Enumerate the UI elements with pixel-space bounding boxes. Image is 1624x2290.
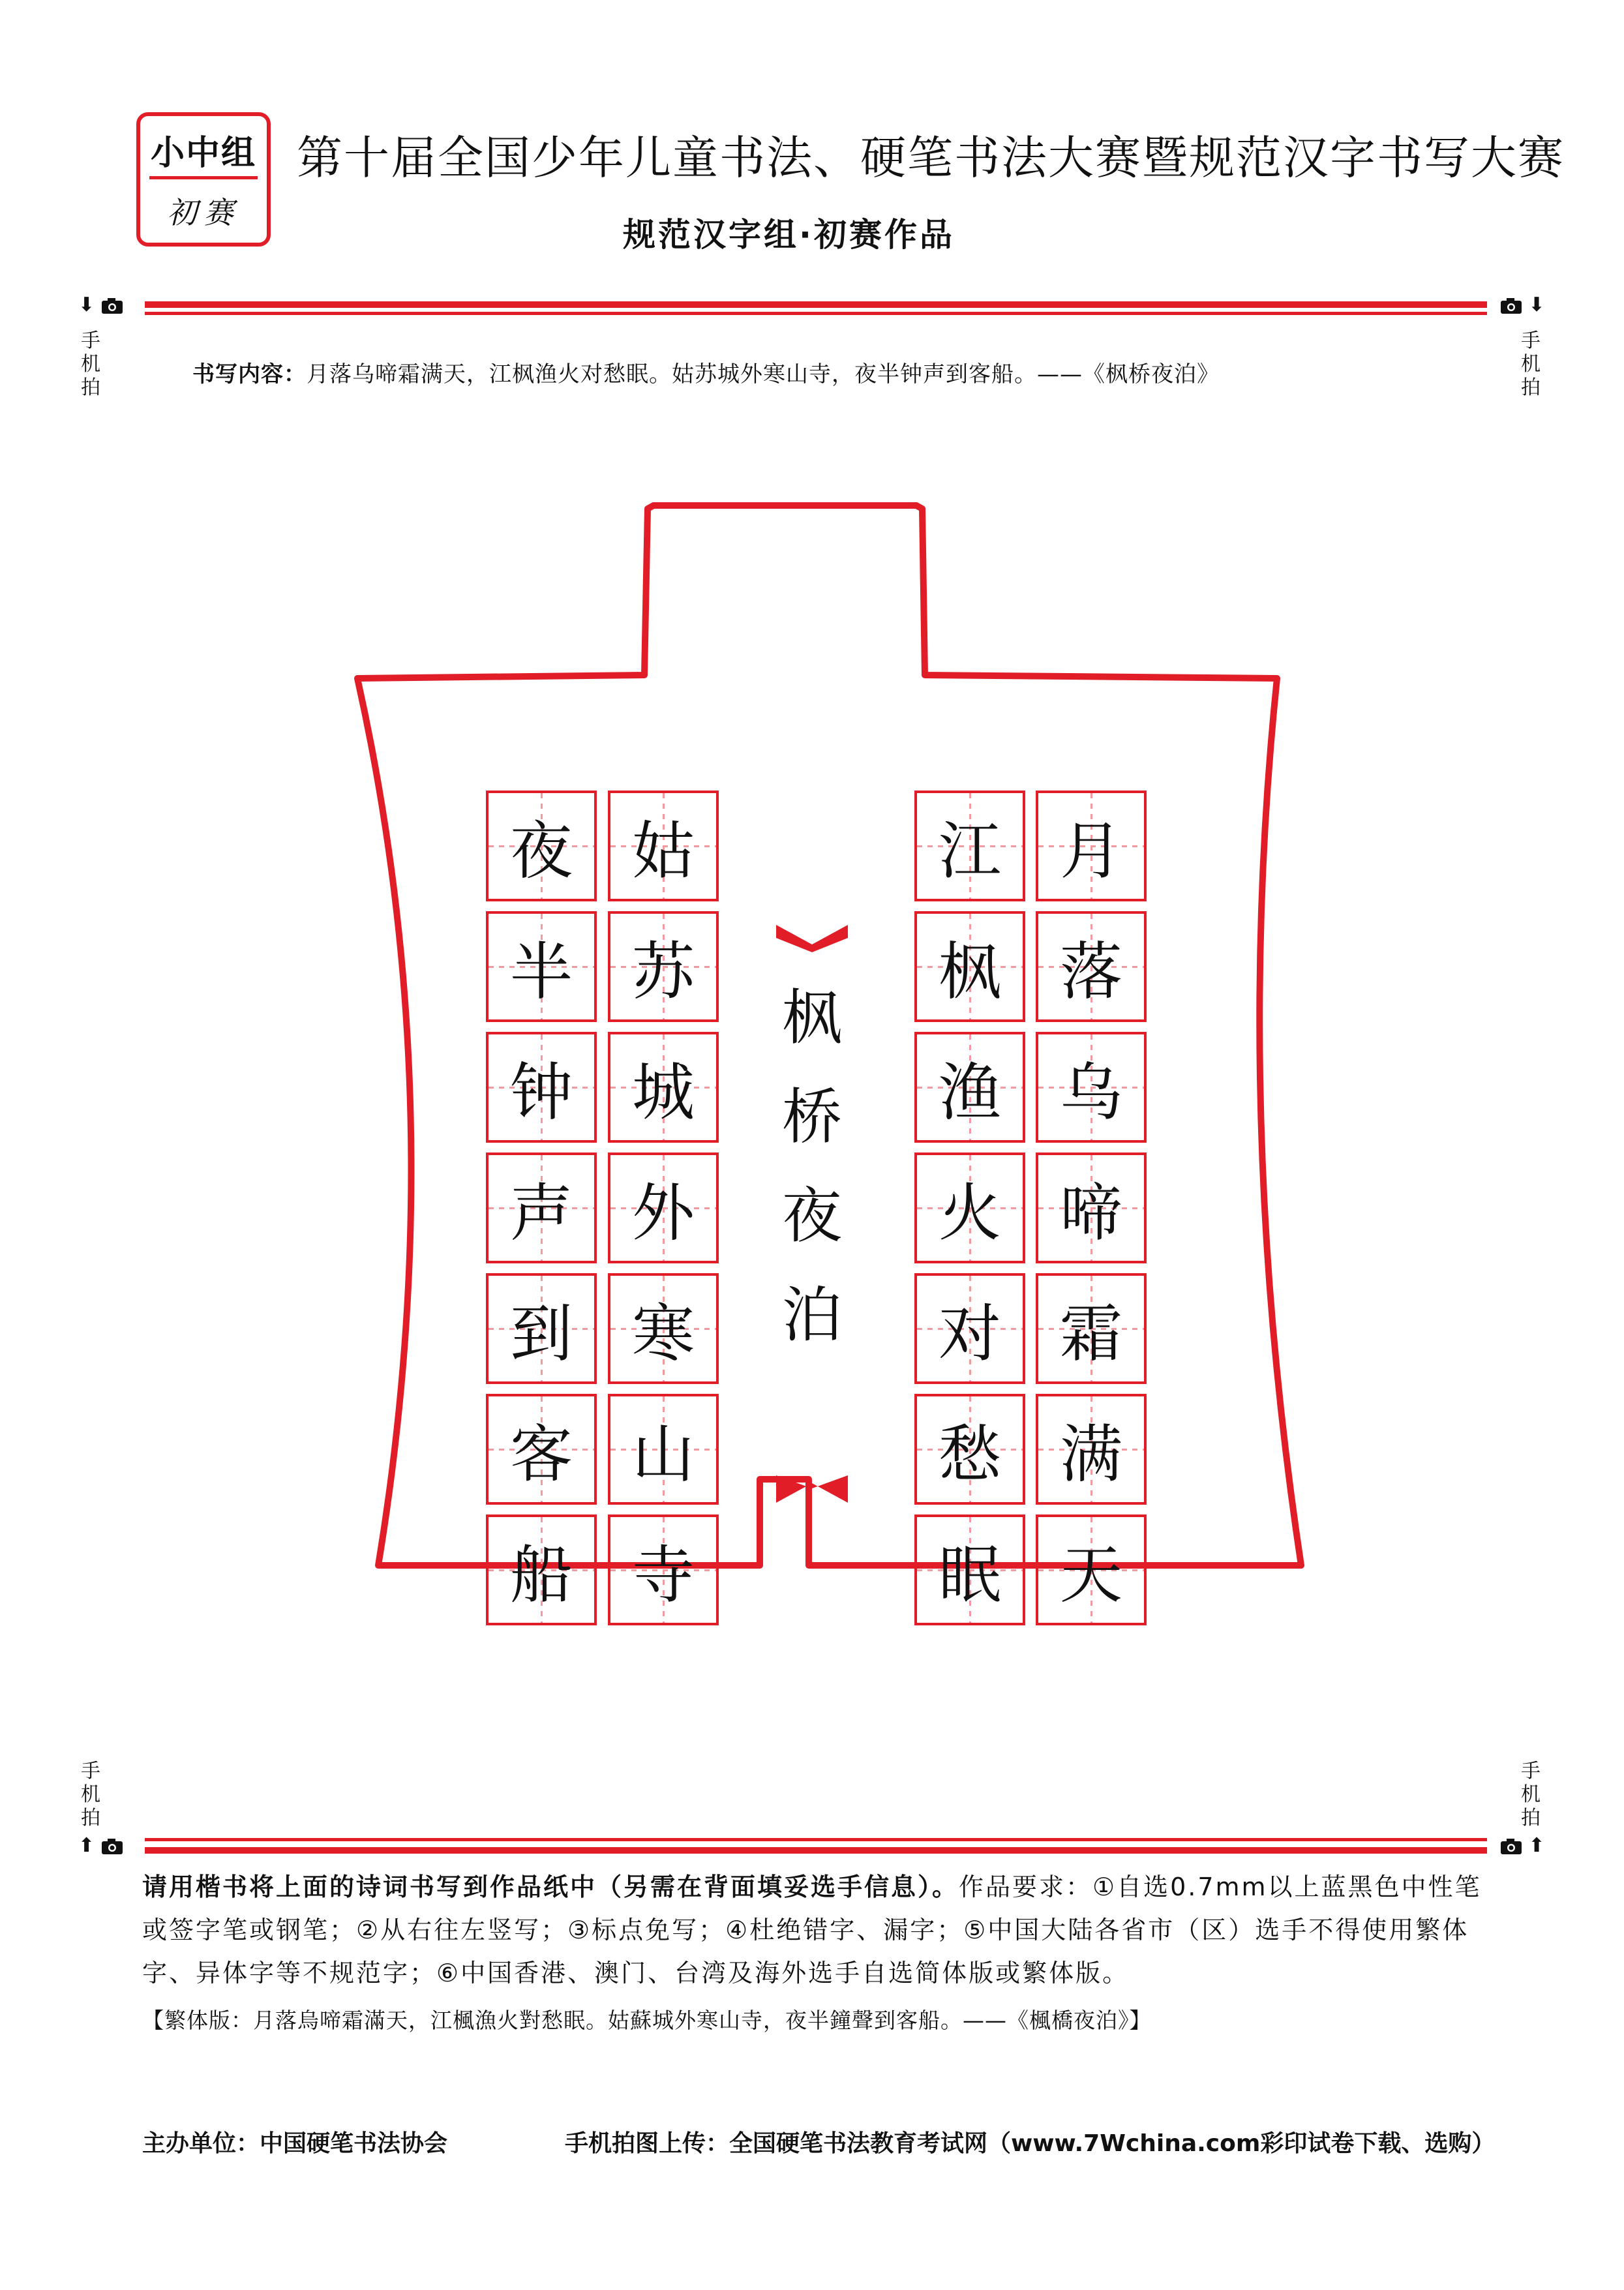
character-cell: 愁	[914, 1394, 1025, 1505]
page-subtitle: 规范汉字组·初赛作品	[623, 216, 955, 254]
top-rule-lower	[145, 312, 1487, 315]
arrow-up-icon: ⬆	[1528, 1834, 1545, 1857]
character-cell: 城	[608, 1032, 719, 1143]
instructions-body: 作品要求：①自选0.7mm以上蓝黑色中性笔或签字笔或钢笔；②从右往左竖写；③标点免写；④杜绝错字、漏字；⑤中国大陆各省市（区）选手不得使用繁体字、异体字等不规范字；⑥中国香港、澳门、台湾及海外选手自选简体版或繁体版。	[142, 1873, 1482, 1987]
character-cell: 夜	[486, 791, 597, 901]
character-cell: 渔	[914, 1032, 1025, 1143]
camera-label-bottom-left: 手机拍	[81, 1760, 100, 1830]
camera-icon	[1500, 1838, 1522, 1855]
character-cell: 山	[608, 1394, 719, 1505]
character-cell: 到	[486, 1273, 597, 1384]
character-cell: 寒	[608, 1273, 719, 1384]
character-cell: 眠	[914, 1514, 1025, 1625]
character-cell: 乌	[1036, 1032, 1147, 1143]
title-top-ornament	[776, 925, 848, 952]
title-bottom-ornament	[776, 1475, 848, 1503]
character-cell: 满	[1036, 1394, 1147, 1505]
arrow-up-icon: ⬆	[78, 1834, 95, 1857]
page-title: 第十届全国少年儿童书法、硬笔书法大赛暨规范汉字书写大赛	[297, 131, 1565, 185]
character-cell: 寺	[608, 1514, 719, 1625]
group-stamp	[136, 112, 271, 247]
group-label: 小中组	[150, 134, 256, 173]
writing-content-label: 书写内容：	[192, 361, 307, 387]
instructions	[142, 1865, 1505, 1995]
poem-title-char: 枫	[781, 983, 842, 1053]
poem-title-char: 泊	[781, 1280, 842, 1350]
camera-icon	[101, 297, 123, 314]
camera-icon	[1500, 297, 1522, 314]
stage-label: 初赛	[167, 195, 240, 230]
character-cell: 江	[914, 791, 1025, 901]
character-cell: 外	[608, 1153, 719, 1263]
character-cell: 啼	[1036, 1153, 1147, 1263]
writing-content	[192, 356, 1471, 388]
character-cell: 客	[486, 1394, 597, 1505]
organizer: 主办单位：中国硬笔书法协会	[142, 2130, 448, 2157]
writing-content-text: 月落乌啼霜满天，江枫渔火对愁眠。姑苏城外寒山寺，夜半钟声到客船。——《枫桥夜泊》	[307, 361, 1220, 387]
character-cell: 霜	[1036, 1273, 1147, 1384]
camera-marker-top-left	[78, 294, 123, 316]
camera-marker-bottom-right	[1500, 1834, 1545, 1857]
character-cell: 声	[486, 1153, 597, 1263]
bottom-rule-lower	[145, 1847, 1487, 1854]
top-rule-upper	[145, 301, 1487, 308]
bottom-rule-upper	[145, 1838, 1487, 1841]
stamp-divider	[149, 176, 258, 179]
character-cell: 天	[1036, 1514, 1147, 1625]
arrow-down-icon: ⬇	[1528, 294, 1545, 316]
character-cell: 火	[914, 1153, 1025, 1263]
character-cell: 月	[1036, 791, 1147, 901]
character-cell: 船	[486, 1514, 597, 1625]
character-cell: 对	[914, 1273, 1025, 1384]
character-cell: 苏	[608, 911, 719, 1022]
instructions-lead: 请用楷书将上面的诗词书写到作品纸中（另需在背面填妥选手信息）。	[142, 1873, 959, 1901]
character-cell: 钟	[486, 1032, 597, 1143]
character-cell: 半	[486, 911, 597, 1022]
camera-label-bottom-right: 手机拍	[1521, 1760, 1541, 1830]
character-cell: 姑	[608, 791, 719, 901]
camera-label-top-left: 手机拍	[81, 329, 100, 399]
camera-marker-top-right	[1500, 294, 1545, 316]
poem-title-vertical	[770, 969, 854, 1365]
camera-marker-bottom-left	[78, 1834, 123, 1857]
upload-info: 手机拍图上传：全国硬笔书法教育考试网（www.7Wchina.com彩印试卷下载、选购）	[565, 2130, 1496, 2157]
arrow-down-icon: ⬇	[78, 294, 95, 316]
character-cell: 枫	[914, 911, 1025, 1022]
camera-icon	[101, 1838, 123, 1855]
camera-label-top-right: 手机拍	[1521, 329, 1541, 399]
poem-title-char: 夜	[781, 1181, 842, 1251]
character-cell: 落	[1036, 911, 1147, 1022]
traditional-version: 【繁体版：月落烏啼霜滿天，江楓漁火對愁眠。姑蘇城外寒山寺，夜半鐘聲到客船。——《楓橋夜泊》】	[142, 2008, 1152, 2033]
poem-title-char: 桥	[781, 1082, 842, 1152]
